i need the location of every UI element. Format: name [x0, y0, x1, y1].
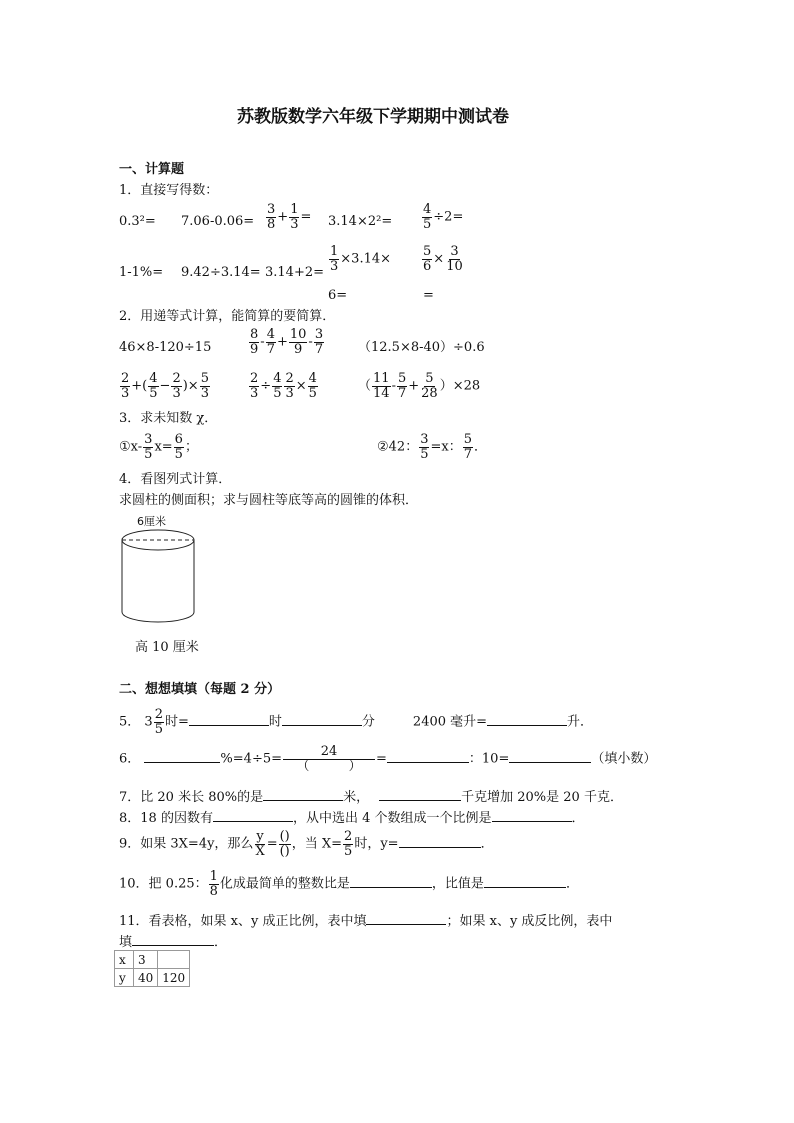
- q7-blank-2[interactable]: [379, 787, 461, 801]
- q5: 5． 3 $\frac{2}{5}$ 时= 时 分 2400 毫升= 升．: [119, 707, 594, 737]
- q2-e3: （12.5×8-40）÷0.6: [358, 340, 485, 355]
- q7-blank-1[interactable]: [263, 787, 343, 801]
- q2-label: 2．用递等式计算，能简算的要简算．: [119, 309, 336, 324]
- table-row: [115, 951, 190, 969]
- q8-blank-2[interactable]: [492, 808, 572, 822]
- q5-blank-3[interactable]: [487, 712, 567, 726]
- table-row: [115, 969, 190, 987]
- table-cell: y: [115, 969, 134, 987]
- q9: 9．如果 3X=4y，那么 $\frac{y}{X}$ = $\frac{()}{()}$ ，当 X= $\frac{2}{5}$ 时，y= ．: [119, 829, 494, 859]
- table-cell-blank[interactable]: [158, 951, 190, 969]
- q7: 7．比 20 米长 80%的是 米， 千克增加 20%是 20 千克．: [119, 787, 623, 806]
- q11-line-2: 填 ．: [119, 932, 227, 951]
- q1-r1c3: $\frac{3}{8}$ + $\frac{1}{3}$ =: [267, 202, 312, 232]
- q3-a: ①x- $\frac{3}{5}$ x= $\frac{6}{5}$ ；: [119, 432, 198, 462]
- q3-label: 3．求未知数 χ．: [119, 411, 218, 426]
- q1-r1c4: 3.14×2²=: [328, 214, 393, 229]
- q3-b: ②42： $\frac{3}{5}$ =x： $\frac{5}{7}$ ．: [377, 432, 488, 462]
- q1-r2c4: $\frac{1}{3}$ ×3.14×: [330, 244, 392, 274]
- table-cell: 120: [158, 969, 190, 987]
- q10: 10．把 0.25： $\frac{1}{8}$ 化成最简单的整数比是 ，比值是 ．: [119, 869, 579, 899]
- q6: 6． %=4÷5= $\frac{24}{( )}$ = ：10= （填小数）: [119, 744, 657, 774]
- q11-line-1: 11．看表格，如果 x、y 成正比例，表中填 ；如果 x、y 成反比例，表中: [119, 911, 612, 930]
- q6-blank-3[interactable]: [509, 749, 591, 763]
- q2-e4: $\frac{2}{3}$ +( $\frac{4}{5}$ − $\frac{2}{3}$ )× $\frac{5}{3}$: [121, 371, 209, 401]
- q1-r2c4-tail: 6=: [328, 288, 348, 303]
- q5-blank-2[interactable]: [282, 712, 362, 726]
- q4-desc: 求圆柱的侧面积；求与圆柱等底等高的圆锥的体积．: [119, 493, 419, 508]
- page-title: 苏教版数学六年级下学期期中测试卷: [237, 107, 509, 127]
- cylinder-figure: [115, 526, 205, 630]
- q1-label: 1．直接写得数：: [119, 183, 219, 198]
- table-cell: 3: [134, 951, 158, 969]
- q2-e2: $\frac{8}{9}$ - $\frac{4}{7}$ + $\frac{10}{9}$ - $\frac{3}{7}$: [250, 327, 324, 357]
- q5-blank-1[interactable]: [189, 712, 269, 726]
- xy-table: [114, 950, 190, 987]
- q6-blank-1[interactable]: [144, 749, 220, 763]
- q9-blank[interactable]: [399, 834, 481, 848]
- q4-label: 4．看图列式计算．: [119, 472, 232, 487]
- q2-e6: （ $\frac{11}{14}$ - $\frac{5}{7}$ + $\frac{5}{28}$ ）×28: [358, 371, 481, 401]
- q8-blank-1[interactable]: [213, 808, 293, 822]
- q1-r2c5: $\frac{5}{6}$ × $\frac{3}{10}$: [423, 244, 463, 274]
- q11-blank-2[interactable]: [132, 932, 214, 946]
- q8: 8．18 的因数有 ，从中选出 4 个数组成一个比例是 ．: [119, 808, 585, 827]
- cylinder-diameter-label: 6厘米: [137, 515, 166, 528]
- table-cell: 40: [134, 969, 158, 987]
- q2-e1: 46×8-120÷15: [119, 340, 212, 355]
- table-cell: x: [115, 951, 134, 969]
- q2-e5: $\frac{2}{3}$ ÷ $\frac{4}{5}$ $\frac{2}{3}$ × $\frac{4}{5}$: [250, 371, 317, 401]
- q11-blank-1[interactable]: [366, 911, 446, 925]
- section-2-heading: 二、想想填填（每题 2 分）: [119, 682, 281, 697]
- cylinder-height-label: 高 10 厘米: [135, 640, 199, 655]
- q1-r1c2: 7.06-0.06=: [181, 214, 255, 229]
- section-1-heading: 一、计算题: [119, 162, 185, 177]
- q1-r2c3: 3.14+2=: [265, 265, 325, 280]
- q10-blank-2[interactable]: [484, 874, 566, 888]
- q1-r1c1: 0.3²=: [119, 214, 156, 229]
- q10-blank-1[interactable]: [350, 874, 432, 888]
- q6-blank-2[interactable]: [387, 749, 469, 763]
- q1-r2c2: 9.42÷3.14=: [181, 265, 261, 280]
- q1-r2c5-tail: =: [423, 288, 434, 303]
- q1-r2c1: 1-1%=: [119, 265, 164, 280]
- q1-r1c5: $\frac{4}{5}$ ÷2=: [423, 202, 464, 232]
